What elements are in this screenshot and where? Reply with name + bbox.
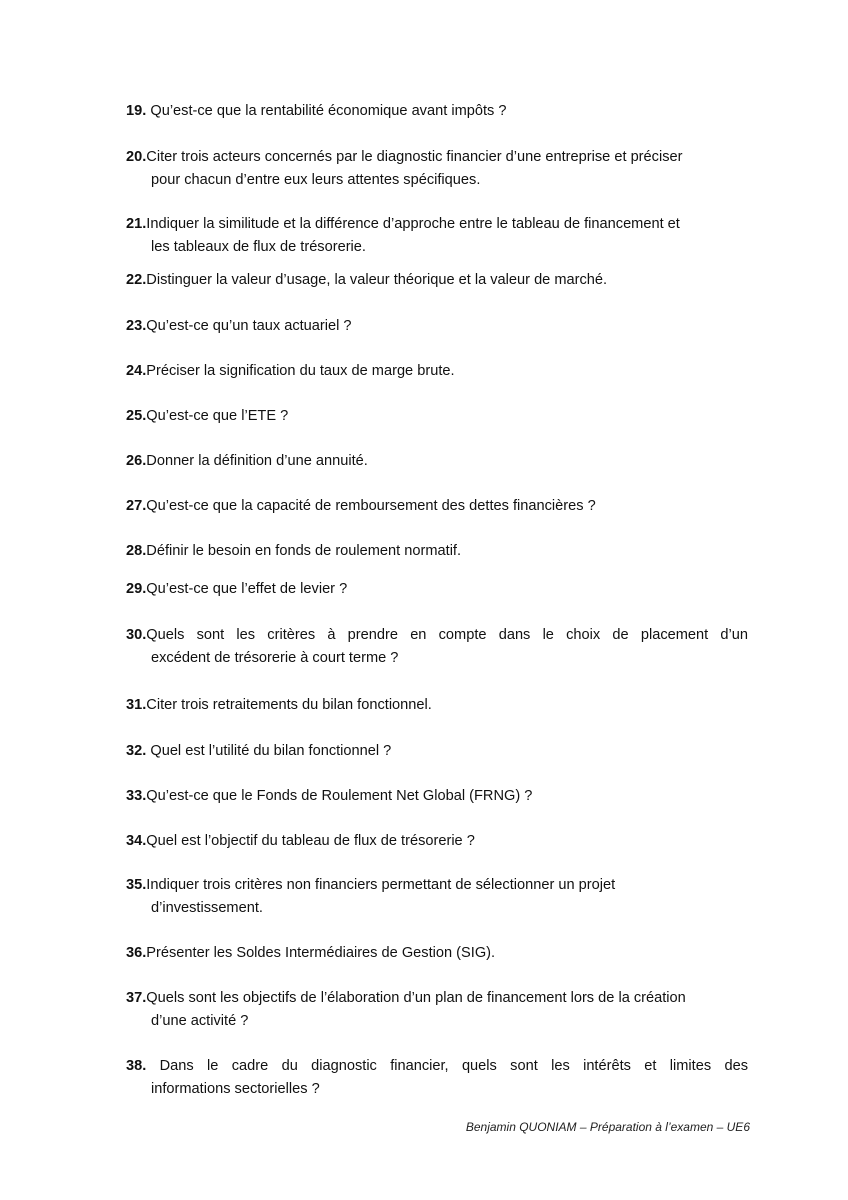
question-line — [126, 785, 748, 808]
question-item — [126, 360, 748, 383]
question-line — [126, 405, 748, 428]
question-line — [126, 146, 748, 169]
question-text: Présenter les Soldes Intermédiaires de Gestion (SIG). — [146, 945, 496, 961]
question-text: Qu’est-ce que la rentabilité économique avant impôts ? — [146, 103, 507, 119]
question-line — [126, 100, 748, 123]
question-line — [126, 942, 748, 965]
question-continuation: d’investissement. — [151, 900, 263, 916]
question-number: 28. — [126, 543, 147, 559]
question-item — [126, 405, 748, 428]
question-text: Qu’est-ce qu’un taux actuariel ? — [146, 318, 352, 334]
question-item — [126, 1055, 748, 1101]
question-line — [126, 213, 748, 236]
question-text: Qu’est-ce que le Fonds de Roulement Net Global (FRNG) ? — [146, 788, 533, 804]
question-number: 25. — [126, 408, 147, 424]
question-number: 35. — [126, 877, 147, 893]
question-text: Indiquer trois critères non financiers permettant de sélectionner un projet — [146, 877, 616, 893]
question-line — [126, 830, 748, 853]
question-text: Citer trois retraitements du bilan fonctionnel. — [146, 697, 432, 713]
question-text: Quels sont les objectifs de l’élaboration d’un plan de financement lors de la création — [146, 990, 686, 1006]
question-number: 20. — [126, 149, 147, 165]
question-item — [126, 450, 748, 473]
question-number: 36. — [126, 945, 147, 961]
question-number: 19. — [126, 103, 147, 119]
question-text: Quel est l’objectif du tableau de flux de trésorerie ? — [146, 833, 475, 849]
question-text: Qu’est-ce que l’ETE ? — [146, 408, 289, 424]
question-number: 37. — [126, 990, 147, 1006]
question-continuation: pour chacun d’entre eux leurs attentes spécifiques. — [151, 172, 481, 188]
question-line — [126, 269, 748, 292]
question-text: Préciser la signification du taux de marge brute. — [146, 363, 455, 379]
question-number: 32. — [126, 743, 147, 759]
question-item — [126, 269, 748, 292]
question-number: 24. — [126, 363, 147, 379]
question-item — [126, 578, 748, 601]
question-text: Qu’est-ce que la capacité de remboursement des dettes financières ? — [146, 498, 596, 514]
question-item — [126, 874, 748, 920]
question-line — [126, 874, 748, 897]
question-item — [126, 213, 748, 259]
question-item — [126, 830, 748, 853]
question-number: 29. — [126, 581, 147, 597]
question-number: 22. — [126, 272, 147, 288]
question-item — [126, 942, 748, 965]
question-line — [126, 694, 748, 717]
question-item — [126, 740, 748, 763]
question-item — [126, 987, 748, 1033]
question-continuation: les tableaux de flux de trésorerie. — [151, 239, 366, 255]
question-item — [126, 146, 748, 192]
question-text: Dans le cadre du diagnostic financier, quels sont les intérêts et limites des — [146, 1058, 748, 1074]
question-number: 30. — [126, 627, 147, 643]
question-text: Quels sont les critères à prendre en compte dans le choix de placement d’un — [146, 627, 748, 643]
question-text: Définir le besoin en fonds de roulement normatif. — [146, 543, 462, 559]
question-item — [126, 694, 748, 717]
question-number: 23. — [126, 318, 147, 334]
question-item — [126, 624, 748, 670]
question-number: 26. — [126, 453, 147, 469]
question-number: 21. — [126, 216, 147, 232]
question-number: 34. — [126, 833, 147, 849]
question-item — [126, 100, 748, 123]
question-line — [126, 624, 748, 647]
question-text: Indiquer la similitude et la différence d’approche entre le tableau de financement et — [146, 216, 680, 232]
question-line — [126, 578, 748, 601]
question-line — [126, 315, 748, 338]
question-number: 31. — [126, 697, 147, 713]
question-text: Distinguer la valeur d’usage, la valeur théorique et la valeur de marché. — [146, 272, 608, 288]
question-line — [126, 360, 748, 383]
question-continuation: informations sectorielles ? — [151, 1081, 320, 1097]
page-footer: Benjamin QUONIAM – Préparation à l’examen – UE6 — [465, 1120, 750, 1134]
question-continuation: d’une activité ? — [151, 1013, 249, 1029]
question-item — [126, 785, 748, 808]
question-text: Citer trois acteurs concernés par le diagnostic financier d’une entreprise et préciser — [146, 149, 683, 165]
question-number: 27. — [126, 498, 147, 514]
question-text: Qu’est-ce que l’effet de levier ? — [146, 581, 348, 597]
question-text: Donner la définition d’une annuité. — [146, 453, 368, 469]
question-line — [126, 450, 748, 473]
question-line — [126, 495, 748, 518]
question-line — [126, 987, 748, 1010]
question-line — [126, 540, 748, 563]
question-item — [126, 495, 748, 518]
question-item — [126, 540, 748, 563]
question-item — [126, 315, 748, 338]
question-continuation: excédent de trésorerie à court terme ? — [151, 650, 399, 666]
question-text: Quel est l’utilité du bilan fonctionnel ? — [146, 743, 392, 759]
question-number: 33. — [126, 788, 147, 804]
question-line — [126, 1055, 748, 1078]
question-line — [126, 740, 748, 763]
question-number: 38. — [126, 1058, 147, 1074]
